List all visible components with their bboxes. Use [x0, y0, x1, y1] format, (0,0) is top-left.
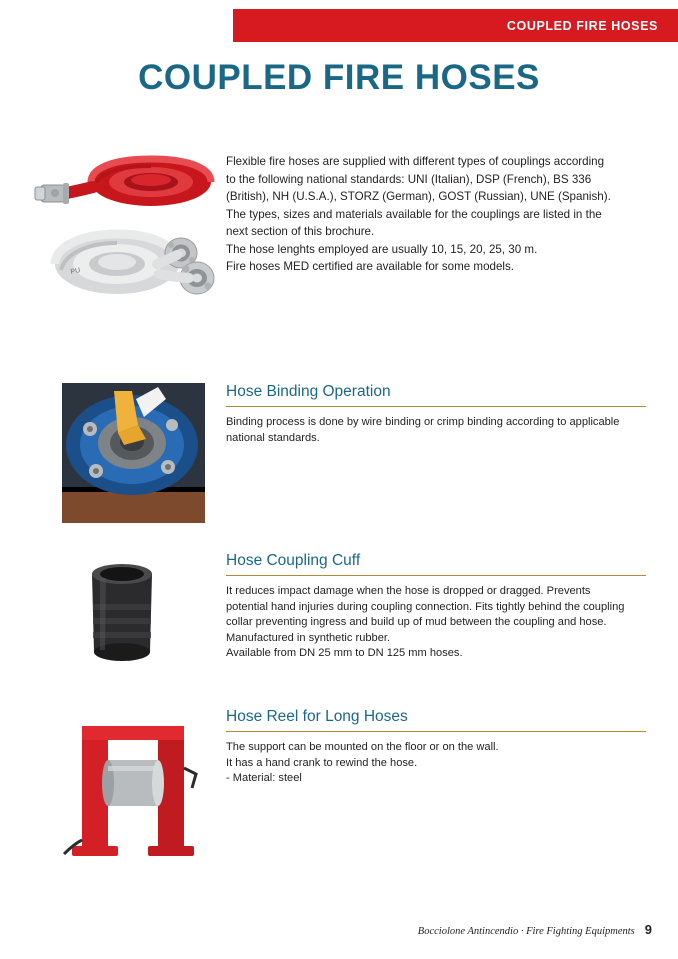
section-line: collar preventing ingress and build up of mud between the coupling and hose. — [226, 616, 607, 628]
page-number: 9 — [644, 922, 652, 937]
page-title: COUPLED FIRE HOSES — [138, 58, 540, 97]
hose-coupling-cuff-text-block — [226, 552, 646, 662]
intro-paragraph — [226, 153, 641, 276]
section-line: national standards. — [226, 431, 320, 444]
white-fire-hose-image — [47, 212, 223, 304]
section-divider — [226, 731, 646, 732]
section-line: - Material: steel — [226, 772, 302, 784]
hose-reel-image — [62, 708, 202, 868]
intro-line: The types, sizes and materials available for the couplings are listed in the — [226, 207, 602, 221]
footer-company-text: Bocciolone Antincendio · Fire Fighting Equipments — [417, 926, 635, 937]
svg-text:PU: PU — [69, 267, 81, 276]
section-title-hose-coupling-cuff: Hose Coupling Cuff — [226, 552, 361, 569]
hose-coupling-cuff-image — [62, 552, 182, 672]
section-line: Manufactured in synthetic rubber. — [226, 631, 391, 644]
hose-reel-text-block — [226, 708, 646, 787]
intro-line: Flexible fire hoses are supplied with different types of couplings according — [226, 155, 605, 168]
intro-line: Fire hoses MED certified are available for some models. — [226, 260, 515, 273]
section-line: potential hand injuries during coupling connection. Fits tightly behind the coupling — [226, 600, 625, 613]
section-divider — [226, 575, 646, 576]
section-title-hose-reel: Hose Reel for Long Hoses — [226, 708, 408, 725]
section-title-hose-binding: Hose Binding Operation — [226, 383, 391, 400]
section-text-hose-coupling-cuff — [226, 584, 646, 662]
intro-line: to the following national standards: UNI (Italian), DSP (French), BS 336 — [226, 172, 592, 186]
hose-binding-text-block — [226, 383, 646, 446]
section-divider — [226, 406, 646, 407]
intro-line: The hose lenghts employed are usually 10, 15, 20, 25, 30 m. — [226, 242, 538, 256]
hose-binding-machine-image — [62, 383, 205, 523]
page-footer — [418, 922, 652, 937]
page-header-bar — [233, 9, 678, 42]
section-line: Binding process is done by wire binding or crimp binding according to applicable — [226, 416, 620, 428]
section-line: The support can be mounted on the floor or on the wall. — [226, 741, 499, 753]
section-line: Available from DN 25 mm to DN 125 mm hoses. — [226, 647, 463, 659]
section-text-hose-reel — [226, 740, 646, 787]
section-line: It reduces impact damage when the hose is dropped or dragged. Prevents — [226, 585, 591, 597]
red-fire-hose-image — [33, 137, 215, 217]
intro-line: (British), NH (U.S.A.), STORZ (German), GOST (Russian), UNE (Spanish). — [226, 190, 611, 203]
section-line: It has a hand crank to rewind the hose. — [226, 756, 418, 769]
section-text-hose-binding — [226, 415, 646, 446]
intro-line: next section of this brochure. — [226, 225, 375, 238]
header-title: COUPLED FIRE HOSES — [506, 18, 658, 33]
